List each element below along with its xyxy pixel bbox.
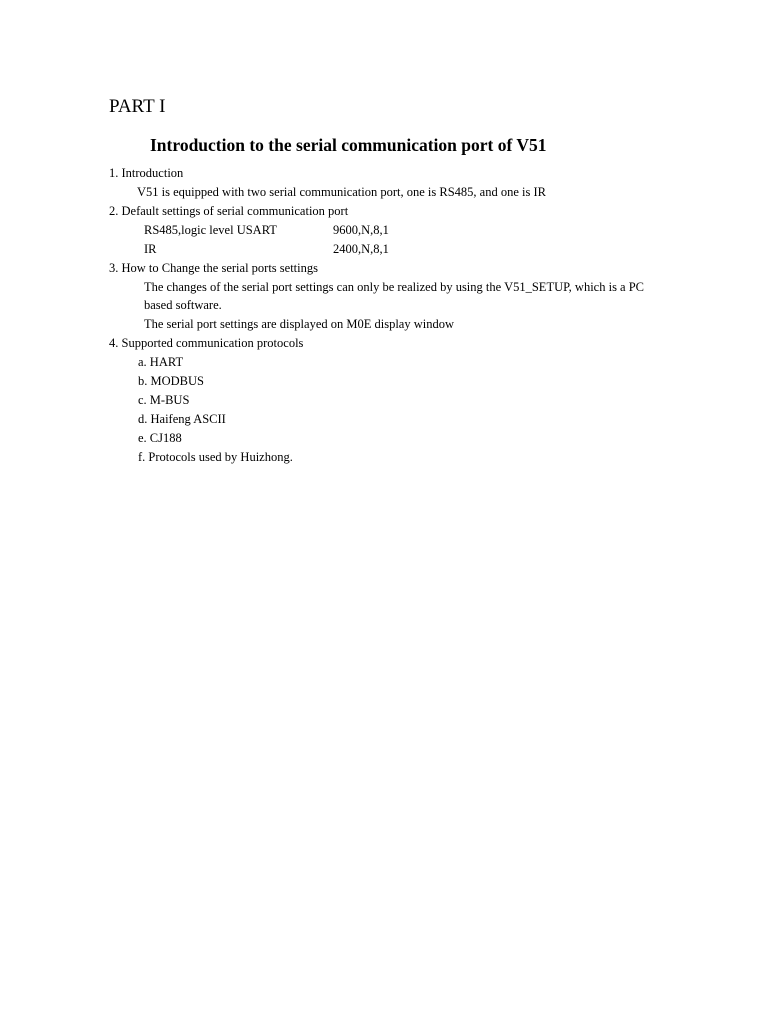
- change-settings-text-1: The changes of the serial port settings can only be realized by using the V51_SETUP, which is a PC: [144, 280, 645, 294]
- section-heading-change-settings: 3. How to Change the serial ports settings: [109, 261, 318, 275]
- setting-value-rs485: 9600,N,8,1: [333, 223, 389, 237]
- setting-name-rs485: RS485,logic level USART: [144, 223, 277, 237]
- change-settings-text-3: The serial port settings are displayed on M0E display window: [144, 317, 455, 331]
- protocol-item: a. HART: [138, 355, 184, 369]
- protocol-item: b. MODBUS: [138, 374, 204, 388]
- introduction-text: V51 is equipped with two serial communication port, one is RS485, and one is IR: [137, 185, 546, 199]
- change-settings-text-2: based software.: [144, 298, 222, 312]
- document-title: Introduction to the serial communication port of V51: [150, 135, 547, 155]
- section-heading-default-settings: 2. Default settings of serial communication port: [109, 204, 349, 218]
- protocol-item: e. CJ188: [138, 431, 182, 445]
- setting-value-ir: 2400,N,8,1: [333, 242, 389, 256]
- protocol-item: c. M-BUS: [138, 393, 190, 407]
- section-heading-protocols: 4. Supported communication protocols: [109, 336, 304, 350]
- section-heading-introduction: 1. Introduction: [109, 166, 184, 180]
- setting-name-ir: IR: [144, 242, 157, 256]
- protocol-item: f. Protocols used by Huizhong.: [138, 450, 293, 464]
- part-heading: PART I: [109, 96, 166, 117]
- protocol-item: d. Haifeng ASCII: [138, 412, 226, 426]
